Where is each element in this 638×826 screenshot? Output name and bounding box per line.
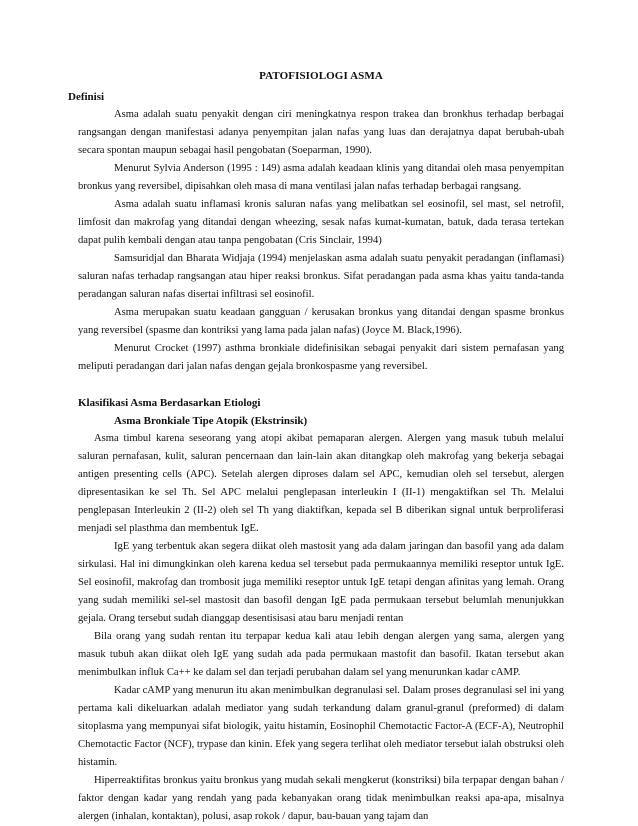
paragraph: Kadar cAMP yang menurun itu akan menimbulkan degranulasi sel. Dalam proses degranulasi sel ini yang pertama kali dikeluarkan adalah mediator yang sudah terkandung dalam granul-granul (preformed) di dalam sitoplasma yang mempunyai sifat biologik, yaitu histamin, Eosinophil Chemotactic Factor-A (ECF-A), Neutrophil Chemotactic Factor (NCF), trypase dan kinin. Efek yang segera terlihat oleh mediator tersebut ialah obstruksi oleh histamin. — [78, 685, 564, 768]
paragraph: Samsuridjal dan Bharata Widjaja (1994) menjelaskan asma adalah suatu penyakit peradangan (inflamasi) saluran nafas terhadap rangsangan atau hiper reaksi bronkus. Sifat peradangan pada asma khas yaitu tanda-tanda peradangan saluran nafas disertai infiltrasi sel eosinofil. — [78, 253, 564, 300]
section-heading-klasifikasi: Klasifikasi Asma Berdasarkan Etiologi — [78, 397, 261, 409]
subsection-heading: Asma Bronkiale Tipe Atopik (Ekstrinsik) — [114, 415, 308, 427]
section-heading-definisi: Definisi — [68, 91, 105, 103]
paragraph: Asma timbul karena seseorang yang atopi akibat pemaparan alergen. Alergen yang masuk tubuh melalui saluran pernafasan, kulit, saluran pencernaan dan lain-lain akan ditangkap oleh makrofag yang bekerja sebagai antigen presenting cells (APC). Setelah alergen diproses dalam sel APC, kemudian oleh sel tersebut, alergen dipresentasikan ke sel Th. Sel APC melalui penglepasan interleukin I (II-1) mengaktifkan sel Th. Melalui penglepasan Interleukin 2 (II-2) oleh sel Th yang diaktifkan, kepada sel B diberikan signal untuk berproliferasi menjadi sel plasthma dan membentuk IgE. — [78, 433, 564, 534]
paragraph: Menurut Crocket (1997) asthma bronkiale didefinisikan sebagai penyakit dari sistem pernafasan yang meliputi peradangan dari jalan nafas dengan gejala bronkospasme yang reversibel. — [78, 343, 564, 372]
document-title: PATOFISIOLOGI ASMA — [259, 70, 383, 82]
paragraph: Hiperreaktifitas bronkus yaitu bronkus yang mudah sekali mengkerut (konstriksi) bila terpapar dengan bahan / faktor dengan kadar yang rendah yang pada kebanyakan orang tidak menimbulkan reaksi apa-apa, misalnya alergen (inhalan, kontaktan), polusi, asap rokok / dapur, bau-bauan yang tajam dan — [78, 775, 564, 822]
section-gap — [78, 376, 564, 394]
paragraph: Asma merupakan suatu keadaan gangguan / kerusakan bronkus yang ditandai dengan spasme bronkus yang reversibel (spasme dan kontriksi yang lama pada jalan nafas) (Joyce M. Black,1996). — [78, 307, 564, 336]
paragraph: Asma adalah suatu inflamasi kronis saluran nafas yang melibatkan sel eosinofil, sel mast, sel netrofil, limfosit dan makrofag yang ditandai dengan wheezing, sesak nafas kumat-kumatan, batuk, dada terasa tertekan dapat pulih kembali dengan atau tanpa pengobatan (Cris Sinclair, 1994) — [78, 199, 564, 246]
document-page — [68, 70, 564, 826]
paragraph: Menurut Sylvia Anderson (1995 : 149) asma adalah keadaan klinis yang ditandai oleh masa penyempitan bronkus yang reversibel, dipisahkan oleh masa di mana ventilasi jalan nafas terhadap berbagai rangsang. — [78, 163, 564, 192]
paragraph: Bila orang yang sudah rentan itu terpapar kedua kali atau lebih dengan alergen yang sama, alergen yang masuk tubuh akan diikat oleh IgE yang sudah ada pada permukaan mastofit dan basofil. Ikatan tersebut akan menimbulkan influk Ca++ ke dalam sel dan terjadi perubahan dalam sel yang menurunkan kadar cAMP. — [78, 631, 564, 678]
paragraph: IgE yang terbentuk akan segera diikat oleh mastosit yang ada dalam jaringan dan basofil yang ada dalam sirkulasi. Hal ini dimungkinkan oleh karena kedua sel tersebut pada permukaannya memiliki reseptor untuk IgE. Sel eosinofil, makrofag dan trombosit juga memiliki reseptor untuk IgE tetapi dengan afinitas yang lemah. Orang yang sudah memiliki sel-sel mastosit dan basofil dengan IgE pada permukaan tersebut belumlah menunjukkan gejala. Orang tersebut sudah dianggap desentisisasi atau baru menjadi rentan — [78, 541, 564, 624]
paragraph: Asma adalah suatu penyakit dengan ciri meningkatnya respon trakea dan bronkhus terhadap berbagai rangsangan dengan manifestasi adanya penyempitan jalan nafas yang luas dan derajatnya dapat berubah-ubah secara spontan maupun sebagai hasil pengobatan (Soeparman, 1990). — [78, 109, 564, 156]
